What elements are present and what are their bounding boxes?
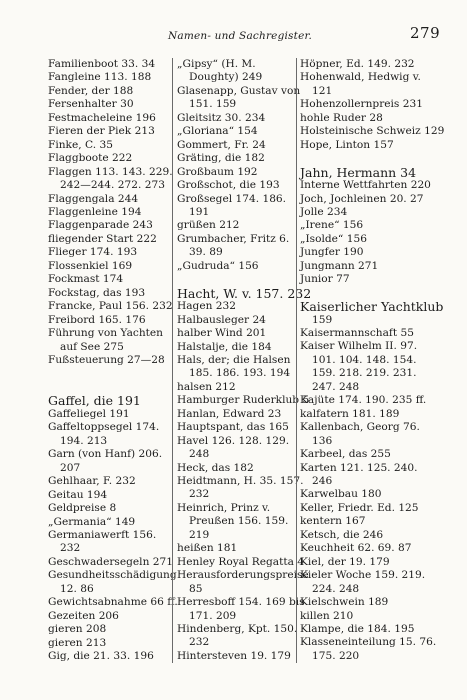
index-entry: „Gudruda“ 156 <box>177 259 259 272</box>
index-entry: gieren 208 <box>48 623 107 636</box>
index-entry: Fockstag, das 193 <box>48 286 146 299</box>
index-entry-continuation: Doughty) 249 <box>189 71 263 84</box>
column-divider <box>296 58 297 663</box>
index-entry: Hintersteven 19. 179 <box>177 649 291 662</box>
index-entry-continuation: 151. 159 <box>189 98 237 111</box>
index-entry: Familienboot 33. 34 <box>48 58 156 70</box>
index-entry: Heck, das 182 <box>177 461 254 474</box>
index-entry: Flaggengala 244 <box>48 192 139 205</box>
index-entry: heißen 181 <box>177 542 238 555</box>
index-entry: Kielschwein 189 <box>300 596 389 609</box>
index-entry: Flaggboote 222 <box>48 152 133 165</box>
index-entry: Keller, Friedr. Ed. 125 <box>300 501 419 514</box>
index-entry: Gaffel, die 191 <box>48 393 141 409</box>
index-entry: Kaisermannschaft 55 <box>300 327 414 340</box>
index-entry-continuation: 194. 213 <box>60 434 108 447</box>
index-entry: Fockmast 174 <box>48 273 124 286</box>
index-entry: Gaffeliegel 191 <box>48 407 130 420</box>
index-entry: Gig, die 21. 33. 196 <box>48 650 154 663</box>
section-gap <box>177 273 295 286</box>
index-entry-continuation: 248 <box>189 448 210 461</box>
index-entry-continuation: 39. 89 <box>189 246 223 259</box>
index-entry: Junior 77 <box>300 273 350 286</box>
index-entry: Fersenhalter 30 <box>48 98 134 111</box>
index-entry: hohle Ruder 28 <box>300 111 383 124</box>
index-entry-continuation: 185. 186. 193. 194 <box>189 367 291 380</box>
index-entry: „Isolde“ 156 <box>300 232 367 245</box>
index-entry-continuation: 171. 209 <box>189 609 237 622</box>
running-head: Namen- und Sachregister. <box>168 30 313 42</box>
index-entry: Hals, der; die Halsen <box>177 353 291 366</box>
index-entry: Karbeel, das 255 <box>300 448 391 461</box>
index-entry: fliegender Start 222 <box>48 232 157 245</box>
index-entry: Geschwadersegeln 271 <box>48 555 173 568</box>
index-entry: Herresboff 154. 169 bis <box>177 596 305 609</box>
index-entry: Gleitsitz 30. 234 <box>177 111 266 124</box>
index-entry-continuation: Preußen 156. 159. <box>189 515 289 528</box>
index-entry: Jungfer 190 <box>300 246 364 259</box>
section-gap <box>48 367 170 394</box>
index-entry: Hohenzollernpreis 231 <box>300 98 423 111</box>
index-entry-continuation: 242—244. 272. 273 <box>60 179 165 192</box>
index-entry: Halstalje, die 184 <box>177 340 272 353</box>
index-entry-continuation: 121 <box>312 84 333 97</box>
index-entry: Kiel, der 19. 179 <box>300 555 390 568</box>
index-entry: Fieren der Piek 213 <box>48 125 155 138</box>
index-entry-continuation: 159. 218. 219. 231. <box>312 367 417 380</box>
index-entry: Kaiserlicher Yachtklub <box>300 299 444 315</box>
page-number: 279 <box>410 24 441 42</box>
index-column-1 <box>48 58 178 663</box>
index-entry: Gräting, die 182 <box>177 152 265 165</box>
index-entry: Kieler Woche 159. 219. <box>300 569 426 582</box>
section-gap <box>300 152 442 165</box>
index-entry: Flaggenparade 243 <box>48 219 153 232</box>
index-entry: Festmacheleine 196 <box>48 111 156 124</box>
section-gap <box>300 287 442 300</box>
index-entry: Hagen 232 <box>177 300 237 313</box>
index-entry: Karten 121. 125. 240. <box>300 461 418 474</box>
index-entry: Garn (von Hanf) 206. <box>48 448 163 461</box>
index-entry: Flossenkiel 169 <box>48 259 133 272</box>
index-entry: Gezeiten 206 <box>48 609 119 622</box>
index-column-2 <box>177 58 312 663</box>
index-entry: Fender, der 188 <box>48 84 134 97</box>
index-entry: Germaniawerft 156. <box>48 528 157 541</box>
index-entry: Kallenbach, Georg 76. <box>300 421 420 434</box>
index-entry: Flaggen 113. 143. 229. <box>48 165 173 178</box>
index-entry: Hacht, W. v. 157. 232 <box>177 285 312 301</box>
index-entry: Gommert, Fr. 24 <box>177 138 266 151</box>
index-entry: Holsteinische Schweiz 129 <box>300 125 445 138</box>
index-entry: Hindenberg, Kpt. 150. <box>177 623 298 636</box>
index-entry: Francke, Paul 156. 232 <box>48 300 173 313</box>
index-entry: grüßen 212 <box>177 219 240 232</box>
index-entry: gieren 213 <box>48 636 107 649</box>
index-entry: Hohenwald, Hedwig v. <box>300 71 421 84</box>
index-entry: Jolle 234 <box>300 205 348 218</box>
index-entry: Keuchheit 62. 69. 87 <box>300 542 412 555</box>
index-entry-continuation: auf See 275 <box>60 340 124 353</box>
index-entry-continuation: 207 <box>60 461 81 474</box>
index-entry: Großbaum 192 <box>177 165 258 178</box>
index-entry-continuation: 12. 86 <box>60 582 94 595</box>
index-entry-continuation: 136 <box>312 434 333 447</box>
index-entry: Großschot, die 193 <box>177 179 280 192</box>
index-entry-continuation: 232 <box>60 542 81 555</box>
index-entry: Jungmann 271 <box>300 259 379 272</box>
index-entry: Interne Wettfahrten 220 <box>300 179 431 192</box>
index-entry: Henley Royal Regatta 4 <box>177 555 305 568</box>
index-entry: Hamburger Ruderklub 5 <box>177 394 310 407</box>
index-entry: kentern 167 <box>300 515 366 528</box>
index-entry-continuation: 191 <box>189 205 210 218</box>
index-entry: Flaggenleine 194 <box>48 205 142 218</box>
index-entry: Ketsch, die 246 <box>300 528 384 541</box>
index-entry-continuation: 101. 104. 148. 154. <box>312 353 417 366</box>
index-entry: Hope, Linton 157 <box>300 138 394 151</box>
index-entry: Geitau 194 <box>48 488 108 501</box>
index-entry: Kaiser Wilhelm II. 97. <box>300 340 418 353</box>
index-entry: Hanlan, Edward 23 <box>177 407 282 420</box>
index-entry: Kajüte 174. 190. 235 ff. <box>300 394 427 407</box>
index-entry-continuation: 246 <box>312 475 333 488</box>
index-entry: Gesundheitsschädigung <box>48 569 177 582</box>
index-entry: Grumbacher, Fritz 6. <box>177 232 290 245</box>
index-entry: killen 210 <box>300 609 354 622</box>
index-entry: Großsegel 174. 186. <box>177 192 287 205</box>
index-entry: Hauptspant, das 165 <box>177 421 289 434</box>
index-column-3 <box>300 58 445 663</box>
index-entry: Freibord 165. 176 <box>48 313 146 326</box>
index-entry: Jahn, Hermann 34 <box>300 164 417 180</box>
index-entry: Havel 126. 128. 129. <box>177 434 290 447</box>
index-entry: Geldpreise 8 <box>48 502 117 515</box>
page-header <box>0 18 467 42</box>
index-entry: Joch, Jochleinen 20. 27 <box>300 192 424 205</box>
index-entry: Glasenapp, Gustav von <box>177 84 301 97</box>
index-entry: Herausforderungspreise <box>177 569 309 582</box>
index-entry: Höpner, Ed. 149. 232 <box>300 58 415 70</box>
index-entry-continuation: 224. 248 <box>312 582 360 595</box>
index-entry: Führung von Yachten <box>48 327 163 340</box>
index-entry-continuation: 247. 248 <box>312 380 360 393</box>
index-entry: „Gloriana“ 154 <box>177 125 258 138</box>
index-entry: Fußsteuerung 27—28 <box>48 353 165 366</box>
index-entry: Finke, C. 35 <box>48 138 113 151</box>
index-entry: „Germania“ 149 <box>48 515 136 528</box>
index-entry-continuation: 232 <box>189 488 210 501</box>
index-entry-continuation: 159 <box>312 313 333 326</box>
index-entry-continuation: 232 <box>189 636 210 649</box>
index-entry-continuation: 219 <box>189 528 210 541</box>
index-entry: Gewichtsabnahme 66 ff. <box>48 596 178 609</box>
index-entry: Heinrich, Prinz v. <box>177 501 271 514</box>
index-entry: kalfatern 181. 189 <box>300 407 400 420</box>
index-entry: Halbausleger 24 <box>177 313 266 326</box>
index-entry: Gaffeltoppsegel 174. <box>48 421 160 434</box>
index-entry: Flieger 174. 193 <box>48 246 138 259</box>
index-entry: Klasseneinteilung 15. 76. <box>300 636 437 649</box>
index-entry: „Gipsy“ (H. M. <box>177 58 256 70</box>
index-entry: Fangleine 113. 188 <box>48 71 152 84</box>
index-entry: Heidtmann, H. 35. 157. <box>177 475 304 488</box>
index-entry: Karwelbau 180 <box>300 488 382 501</box>
index-entry: halber Wind 201 <box>177 327 267 340</box>
index-entry: „Irene“ 156 <box>300 219 364 232</box>
column-divider <box>172 58 173 663</box>
index-entry-continuation: 175. 220 <box>312 649 360 662</box>
index-entry: Gehlhaar, F. 232 <box>48 475 136 488</box>
index-entry-continuation: 85 <box>189 582 203 595</box>
index-entry: halsen 212 <box>177 380 236 393</box>
index-entry: Klampe, die 184. 195 <box>300 623 415 635</box>
